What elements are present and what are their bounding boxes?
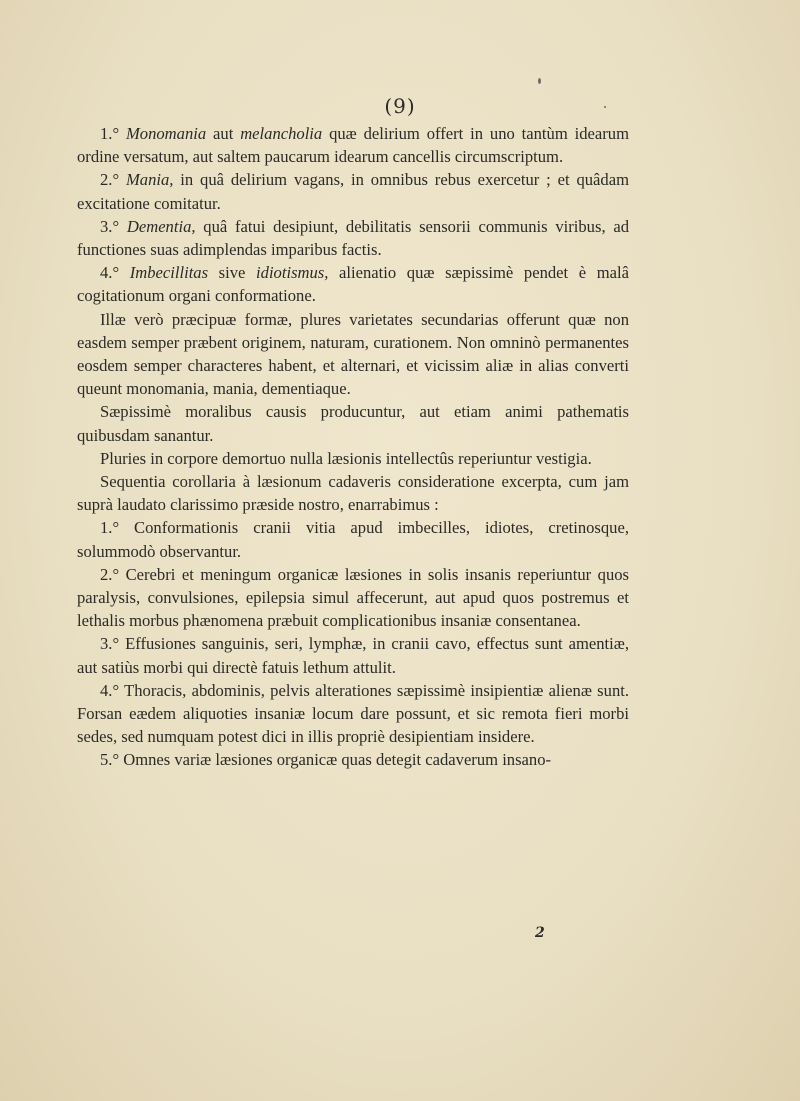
page-number: (9)	[384, 94, 416, 118]
corollary-item: 5.° Omnes variæ læsiones organicæ quas detegit cadaverum insano-	[100, 750, 552, 770]
list-item: 4.° Imbecillitas sive idiotismus, alienatio quæ sæpissimè pendet è malâ cogitationum organi conformatione.	[77, 263, 629, 306]
corollary-item: 3.° Effusiones sanguinis, seri, lymphæ, in cranii cavo, effectus sunt amentiæ, aut satiùs morbi qui directè fatuis lethum attulit.	[77, 634, 629, 677]
corollary-item: 1.° Conformationis cranii vitia apud imbecilles, idiotes, cretinosque, solummodò observantur.	[77, 518, 629, 561]
list-item: 3.° Dementia, quâ fatui desipiunt, debilitatis sensorii communis viribus, ad functiones suas adimplendas imparibus factis.	[77, 216, 630, 260]
corollary-item: 4.° Thoracis, abdominis, pelvis alterationes sæpissimè insipientiæ alienæ sunt. Forsan eædem aliquoties insaniæ locum dare possunt, et sic remota fieri morbi sedes, sed numquam potest dici in illis propriè desipientiam insidere.	[77, 680, 629, 747]
paragraph: Sequentia corollaria à læsionum cadaveris consideratione excerpta, cum jam suprà laudato clarissimo præside nostro, enarrabimus :	[77, 472, 629, 515]
corollary-item: 2.° Cerebri et meningum organicæ læsiones in solis insanis reperiuntur quos paralysis, convulsiones, epilepsia simul affecerunt, aut apud quos postremus et lethalis morbus phænomena præbuit complicationibus insaniæ consentanea.	[77, 564, 629, 631]
list-item: 2.° Mania, in quâ delirium vagans, in omnibus rebus exercetur ; et quâdam excitatione comitatur.	[77, 170, 629, 213]
paper-speck	[538, 78, 541, 84]
body-text	[77, 122, 629, 772]
paper-speck	[604, 106, 606, 108]
paragraph: Illæ verò præcipuæ formæ, plures varietates secundarias offerunt quæ non easdem semper præbent originem, naturam, curationem. Non omninò permanentes eosdem semper characteres habent, et alternari, et vicissim aliæ in alias converti queunt monomania, mania, dementiaque.	[77, 309, 629, 399]
paragraph: Sæpissimè moralibus causis producuntur, aut etiam animi pathematis quibusdam sanantur.	[77, 402, 629, 445]
signature-mark: 2	[535, 925, 545, 941]
list-item: 1.° Monomania aut melancholia quæ delirium offert in uno tantùm idearum ordine versatum, aut saltem paucarum idearum cancellis circumscriptum.	[77, 124, 629, 167]
paragraph: Pluries in corpore demortuo nulla læsionis intellectûs reperiuntur vestigia.	[100, 448, 592, 468]
